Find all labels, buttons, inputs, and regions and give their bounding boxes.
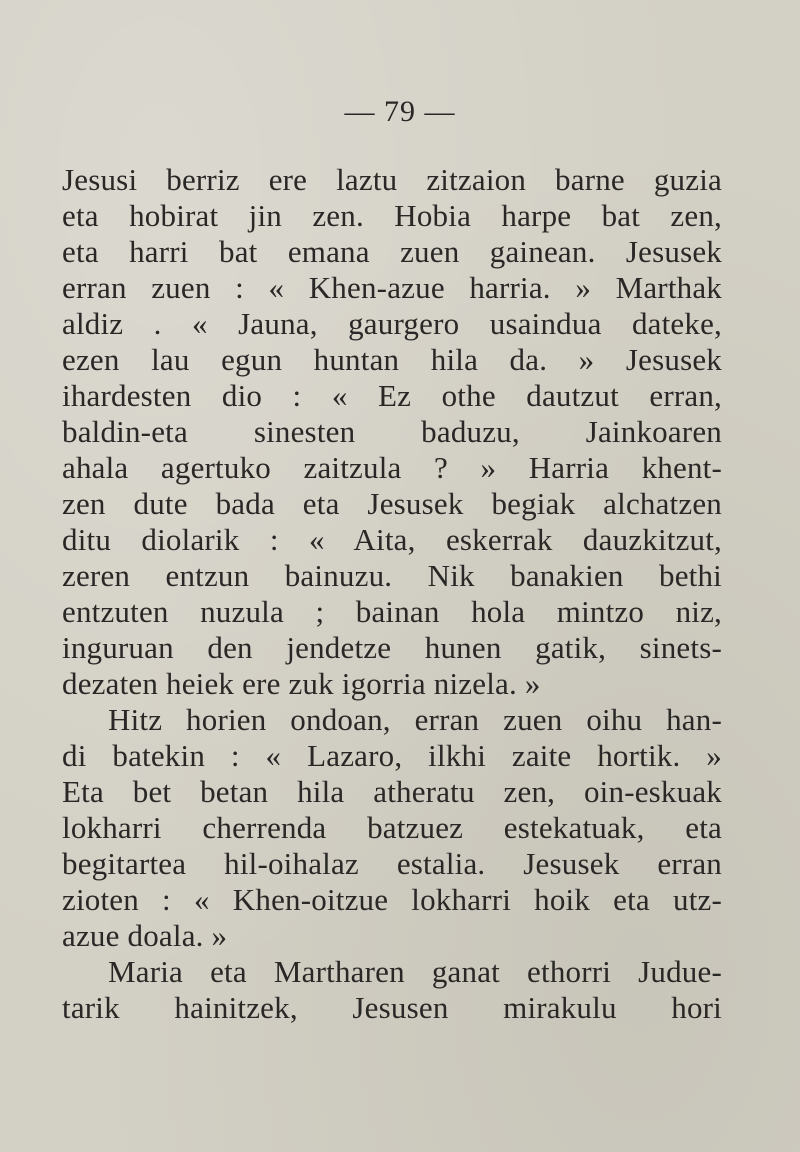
text-line: di batekin : « Lazaro, ilkhi zaite hortik. » [62, 738, 722, 773]
text-line: dezaten heiek ere zuk igorria nizela. » [62, 666, 541, 701]
text-line: Maria eta Martharen ganat ethorri Judue- [108, 954, 722, 989]
text-line: entzuten nuzula ; bainan hola mintzo niz, [62, 594, 722, 629]
body-text [62, 162, 722, 1026]
text-line: Jesusi berriz ere laztu zitzaion barne guzia [62, 162, 722, 197]
page-number: — 79 — [344, 95, 456, 128]
text-line: zen dute bada eta Jesusek begiak alchatzen [62, 486, 722, 521]
text-line: azue doala. » [62, 918, 228, 953]
text-line: zeren entzun bainuzu. Nik banakien bethi [62, 558, 722, 593]
text-line: Hitz horien ondoan, erran zuen oihu han- [108, 702, 722, 737]
text-line: eta harri bat emana zuen gainean. Jesusek [62, 234, 722, 269]
text-line: zioten : « Khen-oitzue lokharri hoik eta utz- [62, 882, 722, 917]
text-line: ihardesten dio : « Ez othe dautzut erran, [62, 378, 722, 413]
text-line: baldin-eta sinesten baduzu, Jainkoaren [62, 414, 722, 449]
text-line: tarik hainitzek, Jesusen mirakulu hori [62, 990, 722, 1025]
text-line: erran zuen : « Khen-azue harria. » Marthak [62, 270, 722, 305]
text-line: ditu diolarik : « Aita, eskerrak dauzkitzut, [62, 522, 722, 557]
text-line: aldiz . « Jauna, gaurgero usaindua dateke, [62, 306, 722, 341]
text-line: Eta bet betan hila atheratu zen, oin-eskuak [62, 774, 722, 809]
text-line: eta hobirat jin zen. Hobia harpe bat zen, [62, 198, 722, 233]
text-line: lokharri cherrenda batzuez estekatuak, eta [62, 810, 722, 845]
text-line: ezen lau egun huntan hila da. » Jesusek [62, 342, 722, 377]
text-line: begitartea hil-oihalaz estalia. Jesusek erran [62, 846, 722, 881]
text-line: inguruan den jendetze hunen gatik, sinets- [62, 630, 722, 665]
text-line: ahala agertuko zaitzula ? » Harria khent- [62, 450, 722, 485]
